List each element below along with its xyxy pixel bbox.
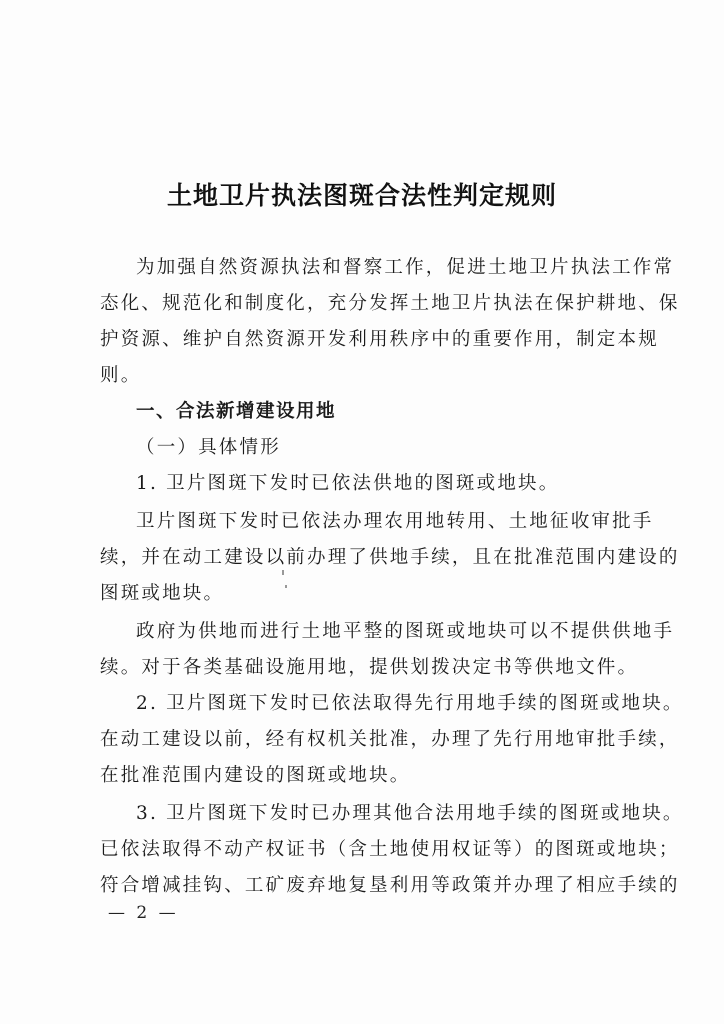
section-heading: 一、合法新增建设用地	[136, 401, 337, 422]
subsection-heading: （一）具体情形	[136, 437, 281, 458]
item-1-para-1-line-1: 卫片图斑下发时已依法办理农用地转用、土地征收审批手	[136, 511, 654, 532]
item-2-line-1: 在动工建设以前，经有权机关批准，办理了先行用地审批手续，	[100, 729, 680, 750]
scan-speck	[282, 570, 284, 575]
item-1-para-2-line-1: 政府为供地而进行土地平整的图斑或地块可以不提供供地手	[136, 621, 675, 642]
scan-speck	[285, 585, 287, 588]
intro-line-3: 护资源、维护自然资源开发利用秩序中的重要作用，制定本规	[100, 329, 659, 350]
item-1-title: 1. 卫片图斑下发时已依法供地的图斑或地块。	[136, 473, 560, 494]
intro-line-1: 为加强自然资源执法和督察工作，促进土地卫片执法工作常	[136, 257, 675, 278]
intro-line-4: 则。	[100, 365, 142, 386]
document-title: 土地卫片执法图斑合法性判定规则	[166, 181, 557, 210]
intro-line-2: 态化、规范化和制度化，充分发挥土地卫片执法在保护耕地、保	[100, 293, 680, 314]
item-3-line-1: 已依法取得不动产权证书（含土地使用权证等）的图斑或地块；	[100, 839, 680, 860]
item-1-para-1-line-2: 续，并在动工建设以前办理了供地手续，且在批准范围内建设的	[100, 547, 680, 568]
page-number: — 2 —	[108, 903, 179, 923]
item-2-line-2: 在批准范围内建设的图斑或地块。	[100, 765, 411, 786]
item-3-title: 3. 卫片图斑下发时已办理其他合法用地手续的图斑或地块。	[136, 803, 684, 824]
item-1-para-1-line-3: 图斑或地块。	[100, 583, 225, 604]
item-3-line-2: 符合增减挂钩、工矿废弃地复垦利用等政策并办理了相应手续的	[100, 875, 680, 896]
item-1-para-2-line-2: 续。对于各类基础设施用地，提供划拨决定书等供地文件。	[100, 657, 639, 678]
item-2-title: 2. 卫片图斑下发时已依法取得先行用地手续的图斑或地块。	[136, 693, 684, 714]
